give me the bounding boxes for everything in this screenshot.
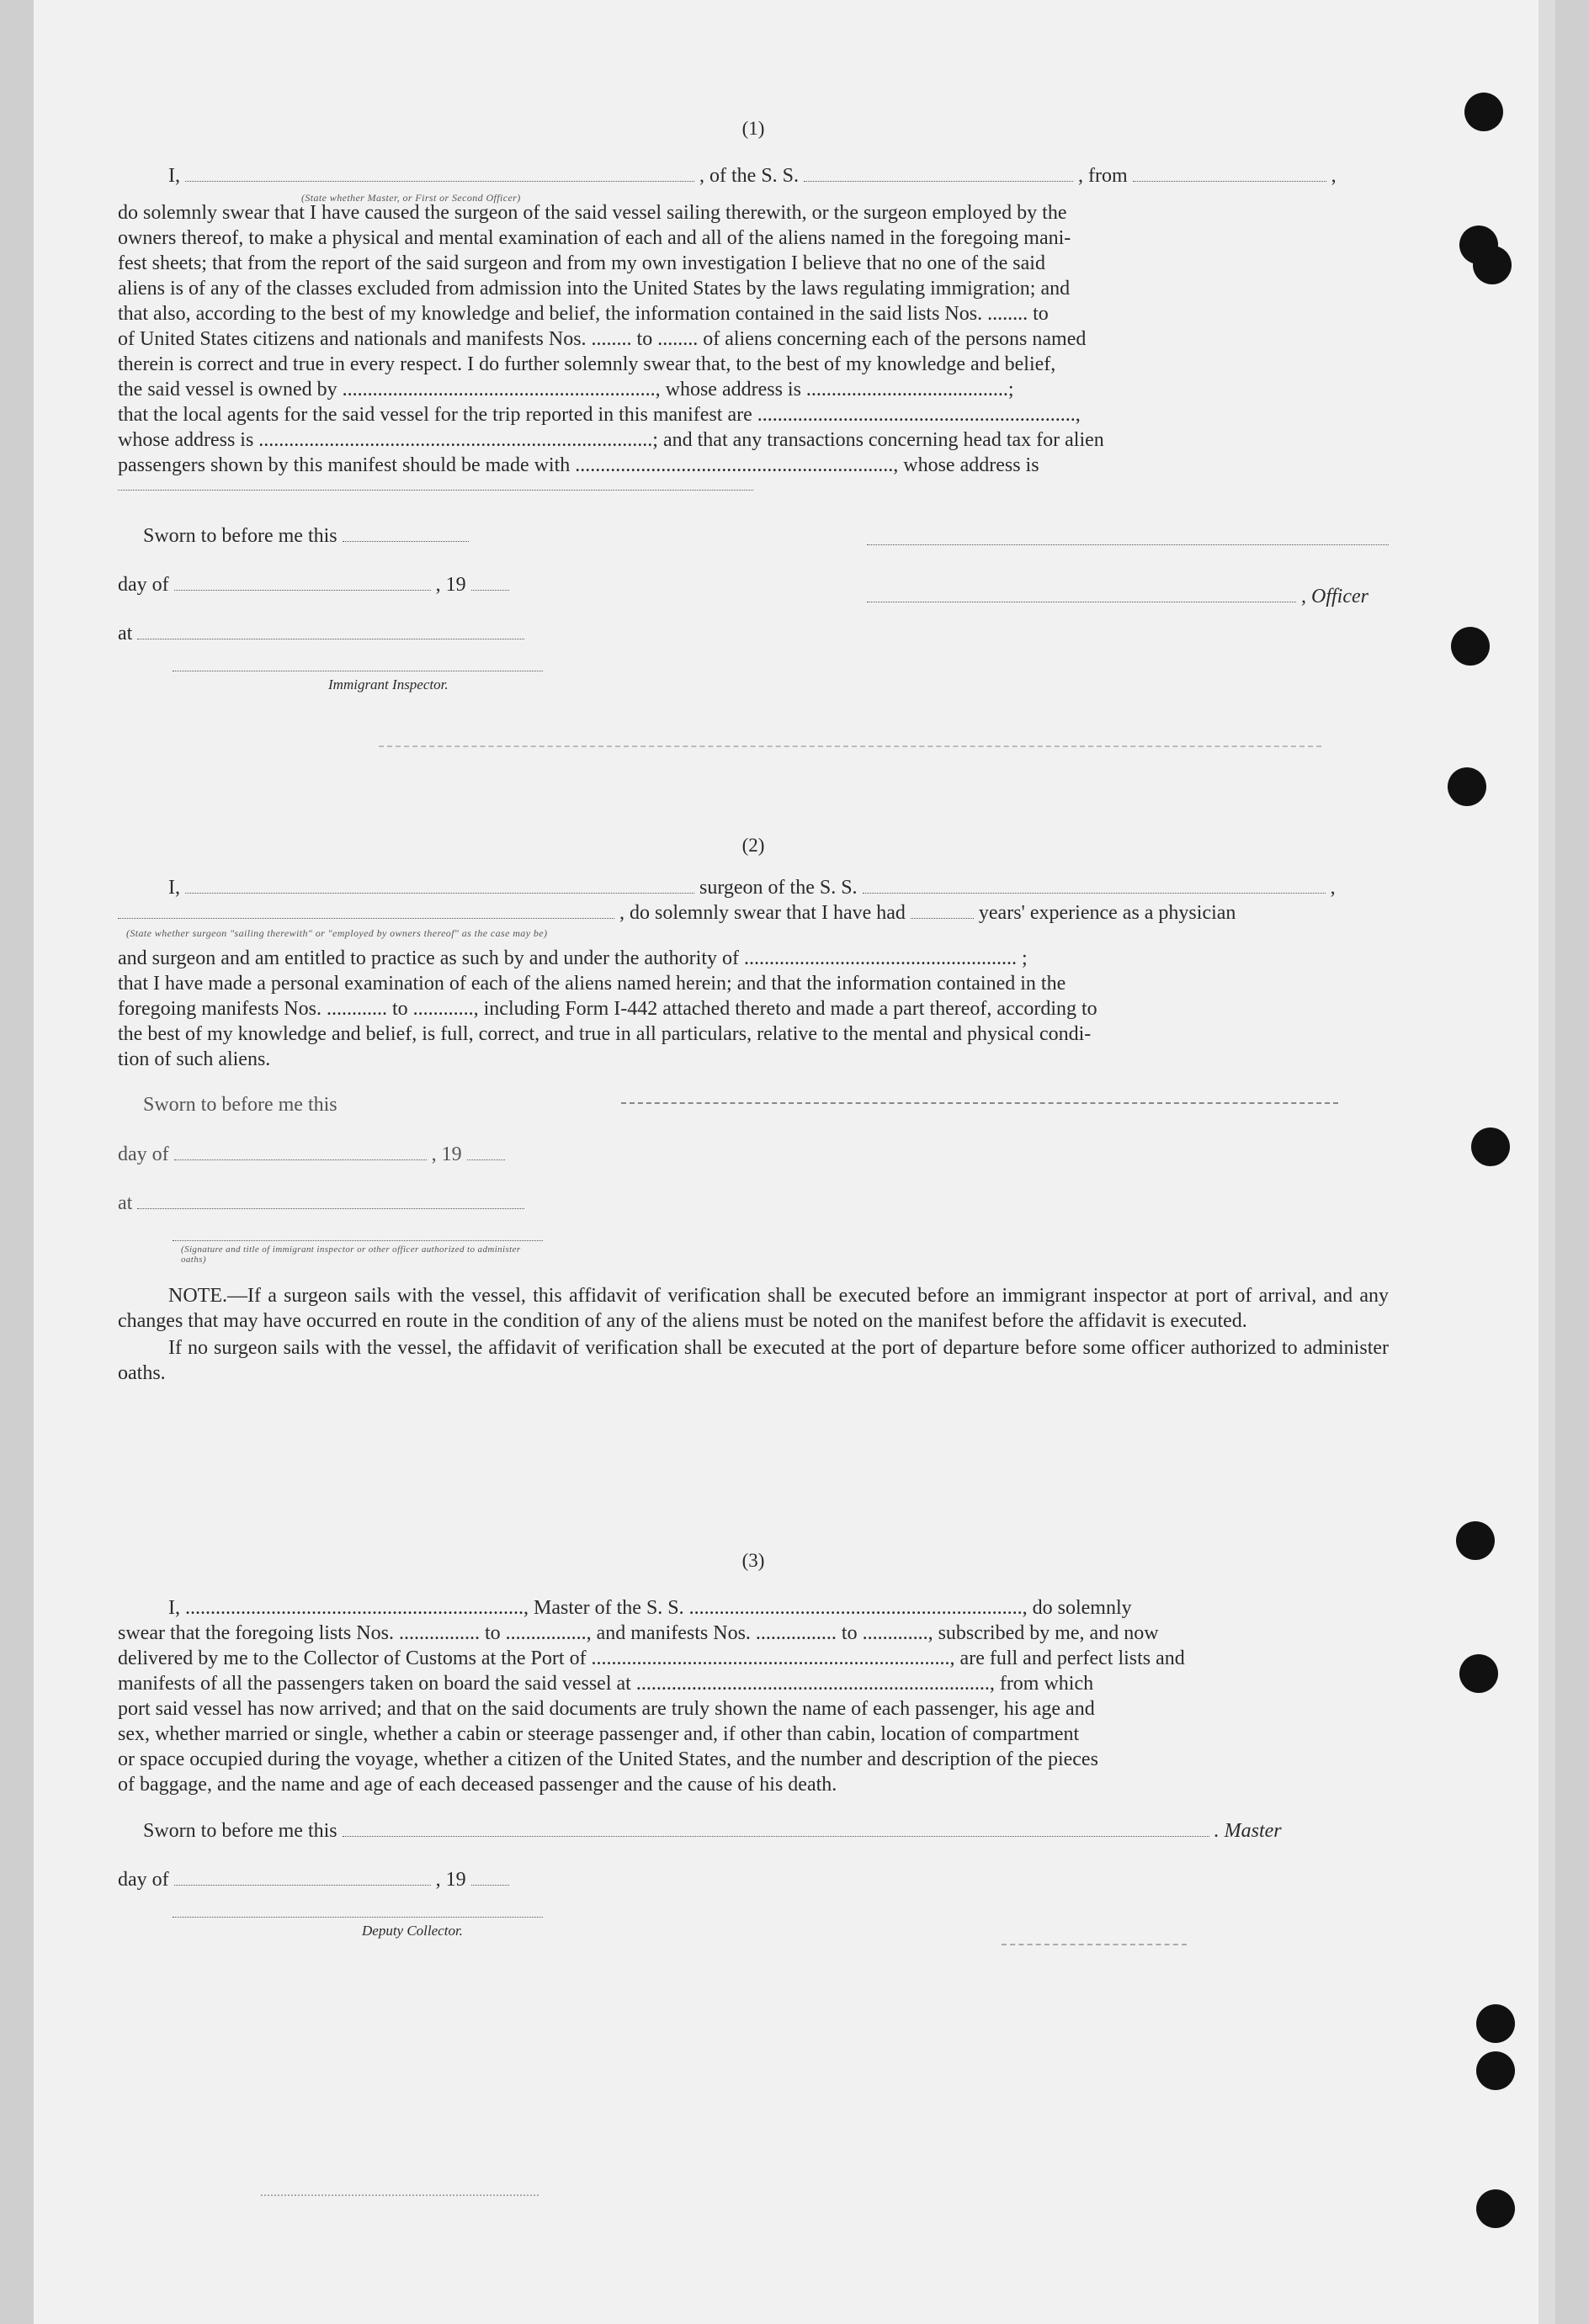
departure-port-field-1[interactable] bbox=[1133, 164, 1326, 182]
vessel-name-field-2[interactable] bbox=[863, 876, 1326, 894]
section-1-year-field[interactable] bbox=[471, 573, 509, 591]
section-2-intro-line: I, surgeon of the S. S. , bbox=[168, 877, 1336, 899]
binder-hole-9 bbox=[1476, 2004, 1515, 2043]
section-3-body-line: swear that the foregoing lists Nos. ................ to ................, and manifests Nos. ................ to ............., subscribed by me, and now bbox=[118, 1622, 1159, 1644]
section-3-body-line: delivered by me to the Collector of Customs at the Port of ......................................................................., are full and perfect lists and bbox=[118, 1647, 1185, 1669]
section-2-surgeon-label: surgeon of the S. S. bbox=[699, 877, 858, 899]
officer-signature-field[interactable] bbox=[867, 585, 1296, 602]
master-signature-field-2[interactable] bbox=[343, 1819, 1209, 1837]
section-1-day-of-label: day of bbox=[118, 574, 169, 596]
section-1-sworn-date-field[interactable] bbox=[343, 524, 469, 542]
section-1-number: (1) bbox=[741, 118, 765, 139]
section-3-body-line: or space occupied during the voyage, whether a citizen of the United States, and the number and description of the pieces bbox=[118, 1748, 1098, 1770]
section-1-i-label: I, bbox=[168, 165, 180, 187]
section-3-body-line: I, ..................................................................., Master of the S. S. .................................................................., do solemnly bbox=[168, 1597, 1132, 1619]
immigrant-inspector-label: Immigrant Inspector. bbox=[328, 677, 449, 692]
master-signature-field-1[interactable] bbox=[867, 528, 1389, 545]
section-1-body-line: of United States citizens and nationals and manifests Nos. ........ to ........ of aliens concerning each of the persons named bbox=[118, 328, 1087, 350]
note-paragraph-2: If no surgeon sails with the vessel, the affidavit of verification shall be executed at the port of departure before some officer authorized to administer oaths. bbox=[118, 1337, 1389, 1384]
section-2-year-label: , 19 bbox=[431, 1143, 462, 1165]
section-2-surgeon-caption: (State whether surgeon "sailing therewith" or "employed by owners thereof" as the case may be) bbox=[126, 927, 548, 939]
section-2-day-of-label: day of bbox=[118, 1143, 169, 1165]
binder-hole-4 bbox=[1451, 627, 1490, 666]
officer-title-field[interactable] bbox=[185, 164, 694, 182]
section-2-years-label: years' experience as a physician bbox=[978, 902, 1236, 924]
binder-hole-3 bbox=[1473, 246, 1512, 284]
section-1-day-row bbox=[118, 573, 1389, 622]
section-2-number: (2) bbox=[741, 835, 765, 856]
manifest-page bbox=[34, 0, 1555, 2324]
section-1-from-label: , from bbox=[1078, 165, 1128, 187]
section-1-body-line: that also, according to the best of my knowledge and belief, the information contained in the said lists Nos. ........ to bbox=[118, 303, 1049, 325]
section-1-at-label: at bbox=[118, 623, 133, 645]
section-2-body-line: that I have made a personal examination of each of the aliens named herein; and that the information contained in the bbox=[118, 973, 1066, 995]
section-3-body-line: manifests of all the passengers taken on board the said vessel at ......................................................................, from which bbox=[118, 1673, 1094, 1695]
section-1-sworn-label: Sworn to before me this bbox=[143, 525, 337, 547]
section-3-body-line: of baggage, and the name and age of each deceased passenger and the cause of his death. bbox=[118, 1774, 837, 1796]
section-3-number: (3) bbox=[741, 1550, 765, 1571]
bleed-through-mark bbox=[379, 745, 1321, 747]
section-2-i-label: I, bbox=[168, 877, 180, 899]
section-1-day-field[interactable] bbox=[174, 573, 431, 591]
section-1-body-line: therein is correct and true in every respect. I do further solemnly swear that, to the best of my knowledge and belief, bbox=[118, 353, 1056, 375]
section-3 bbox=[118, 1550, 1389, 1939]
section-3-day-of-label: day of bbox=[118, 1869, 169, 1891]
binder-hole-6 bbox=[1471, 1128, 1510, 1166]
section-1-body bbox=[118, 200, 1389, 478]
section-1-body-line: that the local agents for the said vessel for the trip reported in this manifest are ..............................................................., bbox=[118, 404, 1081, 426]
inspector-or-officer-signature-field[interactable] bbox=[173, 1240, 543, 1241]
binder-hole-7 bbox=[1456, 1521, 1495, 1560]
section-3-body bbox=[118, 1595, 1389, 1797]
section-2-body-line: the best of my knowledge and belief, is full, correct, and true in all particulars, relative to the mental and physical condi- bbox=[118, 1023, 1092, 1045]
binder-hole-8 bbox=[1459, 1654, 1498, 1693]
section-3-sworn-label: Sworn to before me this bbox=[143, 1820, 337, 1842]
vessel-name-field-1[interactable] bbox=[804, 164, 1073, 182]
section-1-of-ss-label: , of the S. S. bbox=[699, 165, 800, 187]
section-2-experience-line bbox=[118, 900, 1389, 939]
section-2-body-line: and surgeon and am entitled to practice as such by and under the authority of ...................................................... ; bbox=[118, 947, 1028, 969]
section-2-at-label: at bbox=[118, 1192, 133, 1214]
surgeon-signature-field[interactable] bbox=[621, 1085, 1338, 1104]
bleed-through-mark bbox=[1002, 1944, 1187, 1945]
section-2-sworn-row bbox=[118, 1094, 1389, 1143]
section-2-at-field[interactable] bbox=[137, 1191, 524, 1209]
section-2-day-field[interactable] bbox=[174, 1143, 427, 1160]
section-2-swear-label: , do solemnly swear that I have had bbox=[619, 902, 906, 924]
section-1-officer-caption: (State whether Master, or First or Second Officer) bbox=[301, 192, 521, 204]
section-1-body-line: fest sheets; that from the report of the said surgeon and from my own investigation I believe that no one of the said bbox=[118, 252, 1045, 274]
note-paragraph-1: NOTE.—If a surgeon sails with the vessel, this affidavit of verification shall be executed before an immigrant inspector at port of arrival, and any changes that may have occurred en route in the condition of any of the aliens must be noted on the manifest before the affidavit is executed. bbox=[118, 1285, 1389, 1332]
note-block bbox=[118, 1283, 1389, 1386]
section-2-body bbox=[118, 946, 1389, 1072]
section-1-body-line: do solemnly swear that I have caused the surgeon of the said vessel sailing therewith, or the surgeon employed by the bbox=[118, 202, 1067, 224]
section-2-signature-caption: (Signature and title of immigrant inspector or other officer authorized to administer oaths) bbox=[181, 1244, 521, 1265]
section-3-year-field[interactable] bbox=[471, 1868, 509, 1886]
section-2 bbox=[118, 835, 1389, 1388]
section-1-year-label: , 19 bbox=[435, 574, 466, 596]
section-1-body-line: the said vessel is owned by .............................................................., whose address is ........................................; bbox=[118, 379, 1014, 401]
surgeon-name-field[interactable] bbox=[185, 876, 694, 894]
section-3-day-row bbox=[118, 1868, 1389, 1917]
section-3-sworn-row bbox=[118, 1819, 1389, 1868]
binder-hole-5 bbox=[1448, 767, 1486, 806]
officer-label: , Officer bbox=[1301, 586, 1368, 608]
section-1-body-line: whose address is ..............................................................................; and that any transactions concerning head tax for alien bbox=[118, 429, 1104, 451]
section-3-body-line: sex, whether married or single, whether a cabin or steerage passenger and, if other than cabin, location of compartment bbox=[118, 1723, 1080, 1745]
section-3-year-label: , 19 bbox=[435, 1869, 466, 1891]
section-2-at-row bbox=[118, 1191, 1389, 1240]
section-1-body-line: aliens is of any of the classes excluded from admission into the United States by the laws regulating immigration; and bbox=[118, 278, 1071, 300]
section-1-body-line: owners thereof, to make a physical and mental examination of each and all of the aliens named in the foregoing mani- bbox=[118, 227, 1071, 249]
binder-hole-11 bbox=[1476, 2189, 1515, 2228]
section-1 bbox=[118, 118, 1389, 693]
deputy-collector-signature-field[interactable] bbox=[173, 1917, 543, 1918]
master-label: . Master bbox=[1214, 1820, 1282, 1842]
section-1-body-line: passengers shown by this manifest should be made with ..............................................................., whose address is bbox=[118, 454, 1039, 476]
deputy-collector-label: Deputy Collector. bbox=[362, 1923, 463, 1939]
section-3-body-line: port said vessel has now arrived; and that on the said documents are truly shown the name of each passenger, his age and bbox=[118, 1698, 1095, 1720]
section-2-year-field[interactable] bbox=[467, 1143, 505, 1160]
section-2-sworn-label: Sworn to before me this bbox=[143, 1094, 337, 1116]
page-edge bbox=[1539, 0, 1555, 2324]
section-1-at-field[interactable] bbox=[137, 622, 524, 639]
years-experience-field[interactable] bbox=[911, 901, 974, 919]
section-2-body-line: tion of such aliens. bbox=[118, 1048, 271, 1070]
bleed-through-mark bbox=[261, 2194, 539, 2196]
surgeon-status-field[interactable] bbox=[118, 901, 614, 919]
section-1-at-row bbox=[118, 622, 1389, 671]
section-1-intro-line: I, , of the S. S. , from , (State whether Master, or First or Second Officer) bbox=[118, 163, 1389, 188]
section-1-sworn-row bbox=[118, 524, 1389, 573]
binder-hole-1 bbox=[1464, 93, 1503, 131]
section-2-body-line: foregoing manifests Nos. ............ to ............, including Form I-442 attached thereto and made a part thereof, according to bbox=[118, 998, 1097, 1020]
section-1-address-field[interactable] bbox=[118, 490, 753, 491]
binder-hole-10 bbox=[1476, 2051, 1515, 2090]
section-3-day-field[interactable] bbox=[174, 1868, 431, 1886]
section-2-day-row bbox=[118, 1143, 1389, 1191]
